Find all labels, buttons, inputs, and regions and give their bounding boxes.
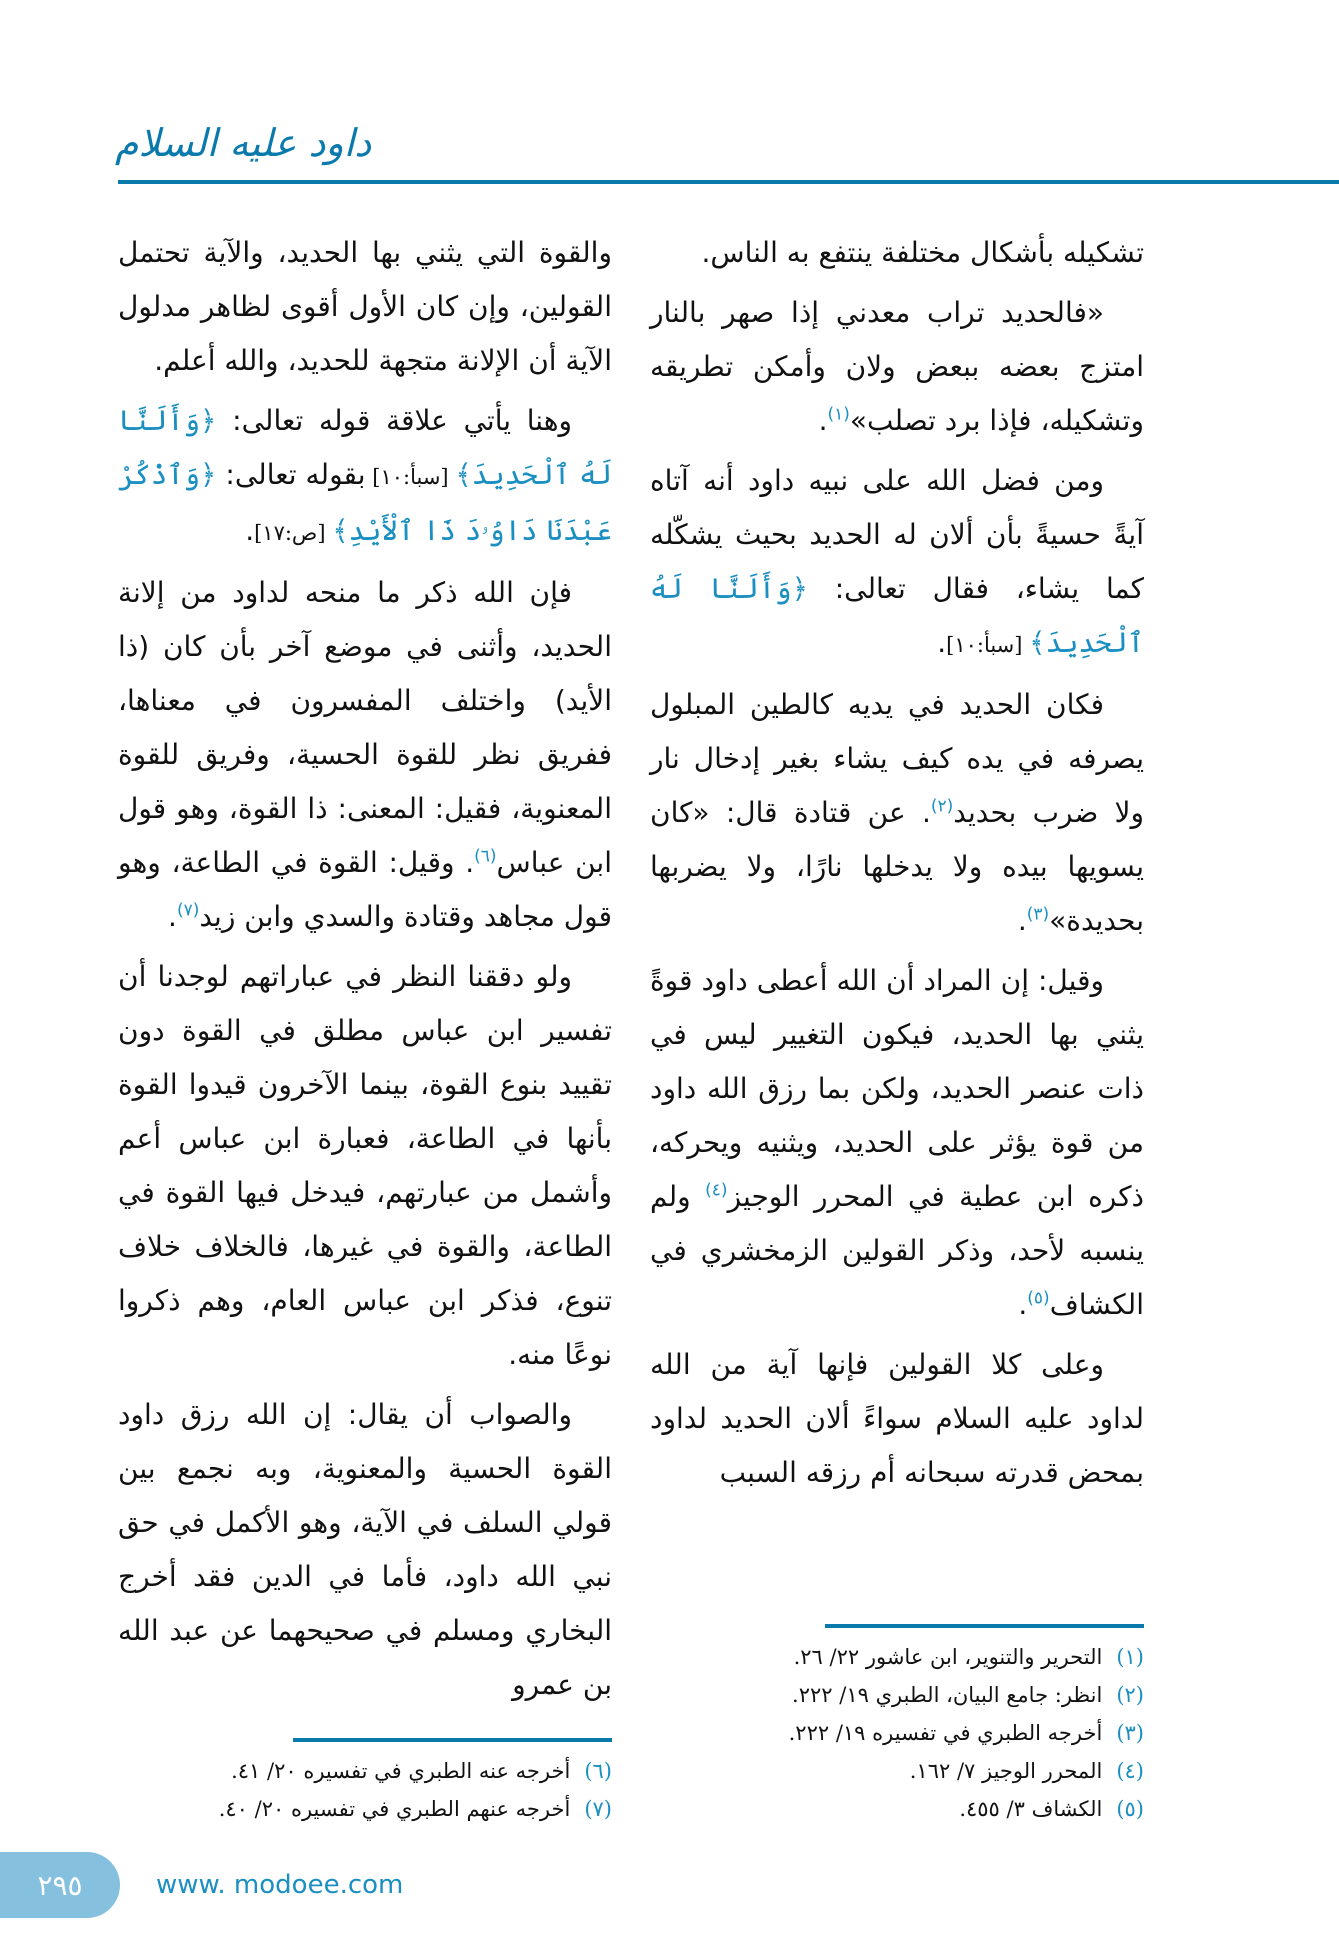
footnote-text: أخرجه الطبري في تفسيره ١٩/ ٢٢٢. [788, 1721, 1103, 1745]
footnote [118, 1790, 612, 1828]
footnotes-right [650, 1638, 1144, 1828]
paragraph-text: . وقيل: القوة في الطاعة، وهو قول مجاهد وقتادة والسدي وابن زيد [118, 846, 612, 933]
paragraph-text: فكان الحديد في يديه كالطين المبلول يصرفه في يده كيف يشاء بغير إدخال نار ولا ضرب بحديد [650, 688, 1144, 829]
footnote-marker[interactable]: (٦) [474, 846, 497, 867]
paragraph-text: . [818, 404, 828, 437]
footnote [650, 1676, 1144, 1714]
paragraph [650, 286, 1144, 448]
header-divider [118, 180, 1339, 184]
footnote-divider-left [293, 1738, 612, 1742]
verse-reference: [ص:١٧] [254, 521, 333, 545]
paragraph [650, 678, 1144, 948]
quran-verse: ﴿وَأَلَنَّا لَهُ ٱلْحَدِيدَ﴾ [118, 404, 613, 491]
page-number-badge [0, 1852, 120, 1918]
paragraph-text: . [1018, 1288, 1028, 1321]
footnotes-left [118, 1752, 612, 1828]
paragraph [650, 1338, 1144, 1500]
footnote [650, 1790, 1144, 1828]
paragraph-text: والقوة التي يثني بها الحديد، والآية تحتمل القولين، وإن كان الأول أقوى لظاهر مدلول الآية أن الإلانة متجهة للحديد، والله أعلم. [118, 236, 612, 377]
footnote-divider-right [825, 1624, 1144, 1628]
footnote-text: انظر: جامع البيان، الطبري ١٩/ ٢٢٢. [792, 1683, 1103, 1707]
paragraph-text: بقوله تعالى: [216, 458, 366, 491]
footnote-number: (٥) [1116, 1797, 1144, 1821]
paragraph [118, 226, 612, 388]
footnote-marker[interactable]: (٧) [176, 900, 200, 921]
paragraph [118, 1388, 612, 1712]
paragraph [650, 226, 1144, 280]
footnote-text: المحرر الوجيز ٧/ ١٦٢. [909, 1759, 1103, 1783]
paragraph-text: . [168, 900, 177, 933]
paragraph-text: فإن الله ذكر ما منحه لداود من إلانة الحديد، وأثنى في موضع آخر بأن كان (ذا الأيد) واختلف المفسرون في معناها، ففريق نظر للقوة الحسية، وفريق للقوة المعنوية، فقيل: المعنى: ذا القوة، وهو قول ابن عباس [118, 576, 612, 879]
footnote [650, 1714, 1144, 1752]
quran-verse: ﴿وَأَلَنَّا لَهُ ٱلْحَدِيدَ﴾ [650, 572, 1144, 659]
paragraph-text: . عن قتادة قال: «كان يسويها بيده ولا يدخلها نارًا، ولا يضربها بحديدة» [650, 796, 1144, 937]
page-number: ٢٩٥ [37, 1868, 83, 1902]
paragraph-text: تشكيله بأشكال مختلفة ينتفع به الناس. [701, 236, 1144, 269]
quran-verse: ﴿وَٱذْكُرْ عَبْدَنَا دَاوُۥدَ ذَا ٱلْأَيْدِ﴾ [118, 458, 612, 547]
footnote-marker[interactable]: (٥) [1027, 1288, 1050, 1309]
footnote-text: أخرجه عنه الطبري في تفسيره ٢٠/ ٤١. [231, 1759, 571, 1783]
paragraph-text: ولم ينسبه لأحد، وذكر القولين الزمخشري في الكشاف [650, 1180, 1144, 1321]
footnote [650, 1638, 1144, 1676]
footnote-number: (٦) [584, 1759, 612, 1783]
footnotes-left-block [118, 1718, 612, 1828]
footnote-number: (١) [1116, 1645, 1144, 1669]
paragraph [650, 454, 1144, 672]
footnote-marker[interactable]: (٢) [930, 796, 954, 817]
footnote-marker[interactable]: (٣) [1026, 904, 1050, 925]
footnote-number: (٤) [1116, 1759, 1144, 1783]
footnote-marker[interactable]: (١) [827, 404, 850, 425]
paragraph-text: والصواب أن يقال: إن الله رزق داود القوة الحسية والمعنوية، وبه نجمع بين قولي السلف في الآية، وهو الأكمل في حق نبي الله داود، فأما في الدين فقد أخرج البخاري ومسلم في صحيحهما عن عبد الله بن عمرو [118, 1398, 612, 1701]
right-column-text [650, 226, 1144, 1506]
paragraph-text: ولو دققنا النظر في عباراتهم لوجدنا أن تفسير ابن عباس مطلق في القوة دون تقييد بنوع القوة، بينما الآخرون قيدوا القوة بأنها في الطاعة، فعبارة ابن عباس أعم وأشمل من عبارتهم، فيدخل فيها القوة في الطاعة، والقوة في غيرها، فالخلاف خلاف تنوع، فذكر ابن عباس العام، وهم ذكروا نوعًا منه. [118, 960, 612, 1371]
paragraph-text: . [1017, 904, 1027, 937]
chapter-title: داود عليه السلام [115, 121, 372, 165]
paragraph [118, 566, 612, 944]
paragraph-text: . [937, 626, 947, 659]
paragraph-text: وقيل: إن المراد أن الله أعطى داود قوةً يثني بها الحديد، فيكون التغيير ليس في ذات عنصر الحديد، ولكن بما رزق الله داود من قوة يؤثر على الحديد، ويثنيه ويحركه، ذكره ابن عطية في المحرر الوجيز [650, 964, 1144, 1213]
paragraph [118, 394, 612, 560]
paragraph-text: «فالحديد تراب معدني إذا صهر بالنار امتزج بعضه ببعض ولان وأمكن تطريقه وتشكيله، فإذا برد تصلب» [650, 296, 1144, 437]
footnote-text: أخرجه عنهم الطبري في تفسيره ٢٠/ ٤٠. [218, 1797, 571, 1821]
right-column [650, 226, 1144, 1828]
paragraph-text: . [245, 514, 255, 547]
footnote-number: (٣) [1116, 1721, 1144, 1745]
verse-reference: [سبأ:١٠] [946, 633, 1030, 657]
footnote [650, 1752, 1144, 1790]
footnote-text: التحرير والتنوير، ابن عاشور ٢٢/ ٢٦. [793, 1645, 1103, 1669]
footnote [118, 1752, 612, 1790]
left-column-text [118, 226, 612, 1718]
paragraph-text: وهنا يأتي علاقة قوله تعالى: [216, 404, 572, 437]
paragraph [118, 950, 612, 1382]
footnote-text: الكشاف ٣/ ٤٥٥. [959, 1797, 1103, 1821]
website-link[interactable]: www. modoee.com [156, 1870, 404, 1900]
footnotes-right-block [650, 1604, 1144, 1828]
paragraph-text: وعلى كلا القولين فإنها آية من الله لداود عليه السلام سواءً ألان الحديد لداود بمحض قدرته سبحانه أم رزقه السبب [650, 1348, 1144, 1489]
footnote-marker[interactable]: (٤) [705, 1180, 728, 1201]
left-column [118, 226, 612, 1828]
verse-reference: [سبأ:١٠] [365, 465, 456, 489]
paragraph-text: ومن فضل الله على نبيه داود أنه آتاه آيةً حسيةً بأن ألان له الحديد بحيث يشكّله كما يشاء، فقال تعالى: [650, 464, 1144, 605]
paragraph [650, 954, 1144, 1332]
footnote-number: (٧) [584, 1797, 612, 1821]
footnote-number: (٢) [1116, 1683, 1144, 1707]
page-footer [0, 1852, 1339, 1918]
